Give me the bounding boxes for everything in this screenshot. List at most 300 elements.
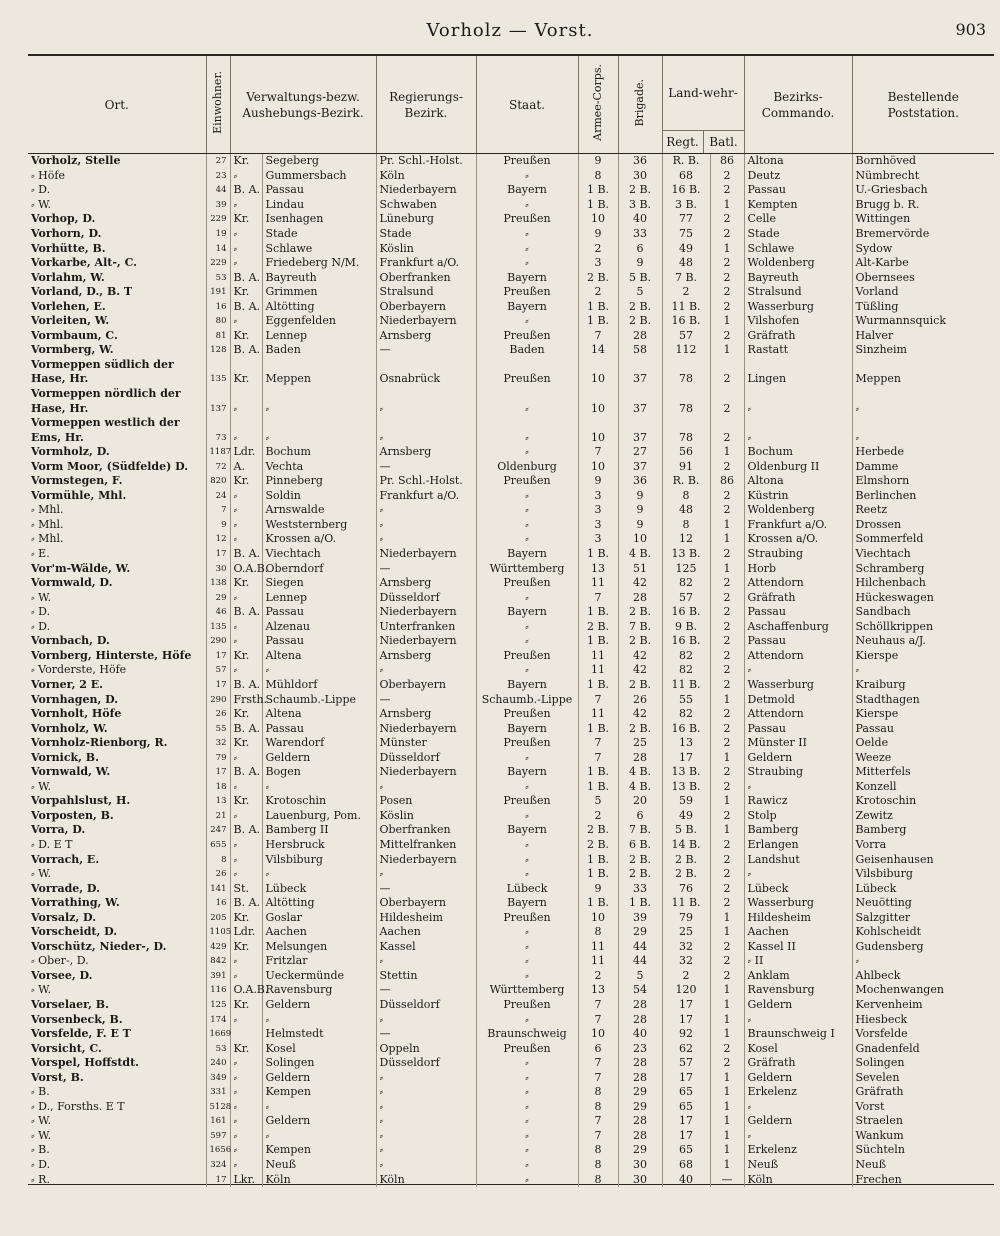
- army-corps-cell: 7: [578, 1070, 618, 1085]
- place-name-cell: Vormühle, Mhl.: [31, 488, 127, 502]
- table-row: [28, 416, 994, 431]
- table-row: [28, 372, 994, 387]
- place-name-cell: Vormbaum, C.: [31, 328, 118, 342]
- landwehr-regiment-cell: 68: [662, 169, 710, 184]
- district-type-cell: ⸗: [230, 1114, 262, 1129]
- landwehr-battalion-cell: 2: [710, 867, 744, 882]
- landwehr-regiment-cell: 82: [662, 707, 710, 722]
- table-row: [28, 780, 994, 795]
- header-post: Bestellende Poststation.: [852, 56, 994, 154]
- government-district-cell: [376, 416, 476, 431]
- place-name-cell: Vorposten, B.: [31, 808, 114, 822]
- landwehr-battalion-cell: 1: [710, 1070, 744, 1085]
- population-cell: 72: [206, 459, 230, 474]
- state-cell: Schaumb.-Lippe: [476, 692, 578, 707]
- government-district-cell: Arnsberg: [376, 649, 476, 664]
- state-cell: Bayern: [476, 823, 578, 838]
- admin-district-cell: Neuß: [262, 1158, 376, 1173]
- landwehr-battalion-cell: 2: [710, 299, 744, 314]
- district-type-cell: O.A.B.: [230, 983, 262, 998]
- state-cell: Preußen: [476, 649, 578, 664]
- population-cell: 125: [206, 998, 230, 1013]
- district-command-cell: Neuß: [744, 1158, 852, 1173]
- brigade-cell: 9: [618, 256, 662, 271]
- post-station-cell: Kohlscheidt: [852, 925, 994, 940]
- brigade-cell: 1 B.: [618, 896, 662, 911]
- brigade-cell: 5 B.: [618, 270, 662, 285]
- post-station-cell: Halver: [852, 329, 994, 344]
- district-type-cell: ⸗: [230, 1012, 262, 1027]
- brigade-cell: 30: [618, 1158, 662, 1173]
- district-type-cell: ⸗: [230, 620, 262, 635]
- admin-district-cell: Geldern: [262, 1070, 376, 1085]
- district-type-cell: [230, 416, 262, 431]
- government-district-cell: ⸗: [376, 401, 476, 416]
- table-row: [28, 401, 994, 416]
- brigade-cell: 5: [618, 285, 662, 300]
- table-row: [28, 940, 994, 955]
- army-corps-cell: 11: [578, 954, 618, 969]
- post-station-cell: Tüßling: [852, 299, 994, 314]
- district-type-cell: ⸗: [230, 256, 262, 271]
- government-district-cell: [376, 387, 476, 402]
- table-row: [28, 387, 994, 402]
- admin-district-cell: ⸗: [262, 1012, 376, 1027]
- government-district-cell: Schwaben: [376, 198, 476, 213]
- brigade-cell: 3 B.: [618, 198, 662, 213]
- brigade-cell: 2 B.: [618, 299, 662, 314]
- state-cell: Preußen: [476, 736, 578, 751]
- population-cell: 1656: [206, 1143, 230, 1158]
- post-station-cell: Kierspe: [852, 707, 994, 722]
- district-command-cell: Bayreuth: [744, 270, 852, 285]
- admin-district-cell: Geldern: [262, 998, 376, 1013]
- landwehr-regiment-cell: 78: [662, 372, 710, 387]
- state-cell: ⸗: [476, 489, 578, 504]
- table-row: [28, 445, 994, 460]
- district-type-cell: ⸗: [230, 198, 262, 213]
- landwehr-battalion-cell: 1: [710, 198, 744, 213]
- district-type-cell: St.: [230, 881, 262, 896]
- table-row: [28, 183, 994, 198]
- population-cell: 46: [206, 605, 230, 620]
- government-district-cell: Niederbayern: [376, 634, 476, 649]
- state-cell: ⸗: [476, 663, 578, 678]
- government-district-cell: Frankfurt a/O.: [376, 489, 476, 504]
- district-command-cell: Passau: [744, 634, 852, 649]
- population-cell: 597: [206, 1129, 230, 1144]
- table-row: [28, 459, 994, 474]
- government-district-cell: ⸗: [376, 1070, 476, 1085]
- landwehr-battalion-cell: 1: [710, 1158, 744, 1173]
- district-type-cell: O.A.B.: [230, 561, 262, 576]
- admin-district-cell: Passau: [262, 605, 376, 620]
- page-header: [0, 18, 1000, 50]
- admin-district-cell: Grimmen: [262, 285, 376, 300]
- brigade-cell: 28: [618, 1114, 662, 1129]
- place-name-cell: Vorhorn, D.: [31, 227, 102, 240]
- table-header: [28, 56, 994, 154]
- place-name-cell: Vornwald, W.: [31, 765, 111, 779]
- landwehr-regiment-cell: 9 B.: [662, 620, 710, 635]
- table-row: [28, 954, 994, 969]
- district-type-cell: A.: [230, 459, 262, 474]
- government-district-cell: Münster: [376, 736, 476, 751]
- admin-district-cell: Aachen: [262, 925, 376, 940]
- brigade-cell: 33: [618, 881, 662, 896]
- state-cell: Bayern: [476, 270, 578, 285]
- table-row: [28, 867, 994, 882]
- landwehr-regiment-cell: 32: [662, 954, 710, 969]
- landwehr-battalion-cell: 2: [710, 663, 744, 678]
- army-corps-cell: [578, 358, 618, 373]
- district-type-cell: B. A.: [230, 299, 262, 314]
- brigade-cell: 29: [618, 925, 662, 940]
- post-station-cell: Vorst: [852, 1100, 994, 1115]
- government-district-cell: Lüneburg: [376, 212, 476, 227]
- admin-district-cell: Altena: [262, 707, 376, 722]
- post-station-cell: [852, 416, 994, 431]
- post-station-cell: Ahlbeck: [852, 969, 994, 984]
- brigade-cell: 6: [618, 809, 662, 824]
- table-row: [28, 663, 994, 678]
- population-cell: 229: [206, 212, 230, 227]
- place-name-cell: Vorsee, D.: [31, 968, 93, 982]
- district-command-cell: Woldenberg: [744, 503, 852, 518]
- army-corps-cell: 7: [578, 750, 618, 765]
- army-corps-cell: 2: [578, 285, 618, 300]
- place-name-cell: ⸗ E.: [31, 547, 50, 561]
- government-district-cell: Pr. Schl.-Holst.: [376, 474, 476, 489]
- brigade-cell: 28: [618, 590, 662, 605]
- government-district-cell: ⸗: [376, 1158, 476, 1173]
- state-cell: Bayern: [476, 605, 578, 620]
- government-district-cell: Stettin: [376, 969, 476, 984]
- landwehr-regiment-cell: 78: [662, 430, 710, 445]
- landwehr-regiment-cell: 48: [662, 503, 710, 518]
- admin-district-cell: Soldin: [262, 489, 376, 504]
- page-number: 903: [955, 20, 986, 39]
- post-station-cell: Wurmannsquick: [852, 314, 994, 329]
- landwehr-regiment-cell: 48: [662, 256, 710, 271]
- district-command-cell: Stade: [744, 227, 852, 242]
- admin-district-cell: Altötting: [262, 299, 376, 314]
- government-district-cell: Oberbayern: [376, 678, 476, 693]
- district-type-cell: ⸗: [230, 634, 262, 649]
- state-cell: ⸗: [476, 838, 578, 853]
- post-station-cell: Reetz: [852, 503, 994, 518]
- header-batl: Batl.: [703, 131, 744, 153]
- brigade-cell: [618, 387, 662, 402]
- post-station-cell: Konzell: [852, 780, 994, 795]
- brigade-cell: 29: [618, 1085, 662, 1100]
- district-type-cell: ⸗: [230, 838, 262, 853]
- population-cell: 191: [206, 285, 230, 300]
- district-type-cell: B. A.: [230, 765, 262, 780]
- place-name-cell: Vormholz, D.: [31, 445, 110, 459]
- district-command-cell: Attendorn: [744, 707, 852, 722]
- header-ort: Ort.: [28, 56, 206, 154]
- population-cell: 53: [206, 270, 230, 285]
- army-corps-cell: 11: [578, 707, 618, 722]
- army-corps-cell: 8: [578, 925, 618, 940]
- population-cell: 57: [206, 663, 230, 678]
- district-command-cell: Oldenburg II: [744, 459, 852, 474]
- admin-district-cell: Bamberg II: [262, 823, 376, 838]
- district-type-cell: ⸗: [230, 1070, 262, 1085]
- district-command-cell: Rawicz: [744, 794, 852, 809]
- population-cell: 17: [206, 678, 230, 693]
- district-type-cell: ⸗: [230, 663, 262, 678]
- landwehr-battalion-cell: 2: [710, 678, 744, 693]
- landwehr-regiment-cell: 14 B.: [662, 838, 710, 853]
- landwehr-regiment-cell: 57: [662, 1056, 710, 1071]
- state-cell: Bayern: [476, 183, 578, 198]
- population-cell: 39: [206, 198, 230, 213]
- district-type-cell: ⸗: [230, 532, 262, 547]
- district-command-cell: Wasserburg: [744, 678, 852, 693]
- district-command-cell: Straubing: [744, 547, 852, 562]
- landwehr-regiment-cell: 11 B.: [662, 678, 710, 693]
- admin-district-cell: Gummersbach: [262, 169, 376, 184]
- state-cell: Württemberg: [476, 983, 578, 998]
- army-corps-cell: 10: [578, 1027, 618, 1042]
- post-station-cell: Nümbrecht: [852, 169, 994, 184]
- place-name-cell: Vormberg, W.: [31, 343, 114, 357]
- table-row: [28, 590, 994, 605]
- admin-district-cell: Vilsbiburg: [262, 852, 376, 867]
- district-command-cell: Krossen a/O.: [744, 532, 852, 547]
- brigade-cell: 9: [618, 489, 662, 504]
- admin-district-cell: Köln: [262, 1172, 376, 1187]
- state-cell: ⸗: [476, 241, 578, 256]
- post-station-cell: Bremervörde: [852, 227, 994, 242]
- army-corps-cell: 7: [578, 1114, 618, 1129]
- district-command-cell: Hildesheim: [744, 910, 852, 925]
- landwehr-regiment-cell: 17: [662, 1012, 710, 1027]
- brigade-cell: 5: [618, 969, 662, 984]
- army-corps-cell: 3: [578, 256, 618, 271]
- district-type-cell: ⸗: [230, 241, 262, 256]
- district-type-cell: ⸗: [230, 809, 262, 824]
- district-type-cell: Kr.: [230, 329, 262, 344]
- district-type-cell: B. A.: [230, 678, 262, 693]
- landwehr-regiment-cell: 16 B.: [662, 314, 710, 329]
- admin-district-cell: Pinneberg: [262, 474, 376, 489]
- table-row: [28, 532, 994, 547]
- state-cell: ⸗: [476, 852, 578, 867]
- place-name-cell: ⸗ Höfe: [31, 168, 65, 182]
- admin-district-cell: Bochum: [262, 445, 376, 460]
- post-station-cell: ⸗: [852, 954, 994, 969]
- state-cell: ⸗: [476, 750, 578, 765]
- district-command-cell: ⸗ II: [744, 954, 852, 969]
- table-row: [28, 270, 994, 285]
- place-name-cell: ⸗ B.: [31, 1143, 50, 1157]
- table-row: [28, 343, 994, 358]
- district-command-cell: Kassel II: [744, 940, 852, 955]
- state-cell: ⸗: [476, 1056, 578, 1071]
- army-corps-cell: 13: [578, 983, 618, 998]
- header-einwohner: Einwohner.: [206, 56, 230, 154]
- population-cell: 23: [206, 169, 230, 184]
- army-corps-cell: 1 B.: [578, 765, 618, 780]
- admin-district-cell: Viechtach: [262, 547, 376, 562]
- register-table: [28, 56, 994, 1187]
- post-station-cell: ⸗: [852, 663, 994, 678]
- table-row: [28, 1172, 994, 1187]
- admin-district-cell: Arnswalde: [262, 503, 376, 518]
- landwehr-regiment-cell: 5 B.: [662, 823, 710, 838]
- brigade-cell: 9: [618, 518, 662, 533]
- district-command-cell: Schlawe: [744, 241, 852, 256]
- state-cell: Bayern: [476, 299, 578, 314]
- brigade-cell: 42: [618, 649, 662, 664]
- army-corps-cell: 2 B.: [578, 270, 618, 285]
- brigade-cell: 7 B.: [618, 620, 662, 635]
- landwehr-regiment-cell: 17: [662, 998, 710, 1013]
- government-district-cell: Kassel: [376, 940, 476, 955]
- table-row: [28, 692, 994, 707]
- table-row: [28, 896, 994, 911]
- population-cell: 820: [206, 474, 230, 489]
- landwehr-regiment-cell: 12: [662, 532, 710, 547]
- district-type-cell: B. A.: [230, 270, 262, 285]
- post-station-cell: Gudensberg: [852, 940, 994, 955]
- government-district-cell: ⸗: [376, 532, 476, 547]
- army-corps-cell: 1 B.: [578, 780, 618, 795]
- brigade-cell: 30: [618, 169, 662, 184]
- place-name-cell: Vorrathing, W.: [31, 896, 120, 910]
- landwehr-regiment-cell: [662, 358, 710, 373]
- government-district-cell: —: [376, 459, 476, 474]
- landwehr-battalion-cell: 2: [710, 1041, 744, 1056]
- army-corps-cell: 1 B.: [578, 678, 618, 693]
- army-corps-cell: 11: [578, 649, 618, 664]
- table-row: [28, 881, 994, 896]
- government-district-cell: Aachen: [376, 925, 476, 940]
- district-type-cell: Ldr.: [230, 925, 262, 940]
- landwehr-battalion-cell: 1: [710, 445, 744, 460]
- admin-district-cell: [262, 416, 376, 431]
- landwehr-battalion-cell: 2: [710, 270, 744, 285]
- army-corps-cell: 6: [578, 1041, 618, 1056]
- landwehr-battalion-cell: 2: [710, 256, 744, 271]
- government-district-cell: Niederbayern: [376, 314, 476, 329]
- government-district-cell: Düsseldorf: [376, 998, 476, 1013]
- district-type-cell: [230, 387, 262, 402]
- table-row: [28, 1070, 994, 1085]
- place-name-cell: ⸗ Mhl.: [31, 517, 64, 531]
- admin-district-cell: ⸗: [262, 430, 376, 445]
- landwehr-regiment-cell: 65: [662, 1085, 710, 1100]
- landwehr-battalion-cell: 2: [710, 954, 744, 969]
- government-district-cell: Posen: [376, 794, 476, 809]
- landwehr-battalion-cell: 1: [710, 518, 744, 533]
- population-cell: 290: [206, 692, 230, 707]
- district-type-cell: Frsth.: [230, 692, 262, 707]
- table-row: [28, 605, 994, 620]
- landwehr-regiment-cell: 120: [662, 983, 710, 998]
- admin-district-cell: Bogen: [262, 765, 376, 780]
- admin-district-cell: [262, 387, 376, 402]
- government-district-cell: ⸗: [376, 1085, 476, 1100]
- district-command-cell: Stolp: [744, 809, 852, 824]
- state-cell: ⸗: [476, 809, 578, 824]
- post-station-cell: Sevelen: [852, 1070, 994, 1085]
- table-row: [28, 1085, 994, 1100]
- landwehr-battalion-cell: 2: [710, 852, 744, 867]
- post-station-cell: Vorra: [852, 838, 994, 853]
- admin-district-cell: Isenhagen: [262, 212, 376, 227]
- district-command-cell: Landshut: [744, 852, 852, 867]
- brigade-cell: [618, 416, 662, 431]
- landwehr-battalion-cell: 2: [710, 169, 744, 184]
- landwehr-battalion-cell: 2: [710, 838, 744, 853]
- population-cell: 290: [206, 634, 230, 649]
- district-type-cell: Ldr.: [230, 445, 262, 460]
- population-cell: 205: [206, 910, 230, 925]
- state-cell: Braunschweig: [476, 1027, 578, 1042]
- post-station-cell: Hiesbeck: [852, 1012, 994, 1027]
- place-name-cell: Vornholt, Höfe: [31, 707, 122, 721]
- district-type-cell: ⸗: [230, 518, 262, 533]
- district-command-cell: [744, 387, 852, 402]
- landwehr-regiment-cell: 56: [662, 445, 710, 460]
- state-cell: Preußen: [476, 576, 578, 591]
- army-corps-cell: 10: [578, 401, 618, 416]
- population-cell: 9: [206, 518, 230, 533]
- population-cell: 161: [206, 1114, 230, 1129]
- landwehr-regiment-cell: 2 B.: [662, 867, 710, 882]
- population-cell: 29: [206, 590, 230, 605]
- landwehr-regiment-cell: [662, 387, 710, 402]
- admin-district-cell: Lennep: [262, 329, 376, 344]
- admin-district-cell: Altötting: [262, 896, 376, 911]
- landwehr-battalion-cell: 1: [710, 794, 744, 809]
- district-type-cell: Kr.: [230, 285, 262, 300]
- district-command-cell: ⸗: [744, 1100, 852, 1115]
- district-type-cell: ⸗: [230, 489, 262, 504]
- landwehr-battalion-cell: 2: [710, 620, 744, 635]
- header-regierung: Regierungs-Bezirk.: [376, 56, 476, 154]
- army-corps-cell: 2: [578, 969, 618, 984]
- state-cell: Preußen: [476, 998, 578, 1013]
- army-corps-cell: 8: [578, 1100, 618, 1115]
- place-name-cell: Vormwald, D.: [31, 576, 113, 590]
- landwehr-battalion-cell: 1: [710, 925, 744, 940]
- place-name-cell: Vorschütz, Nieder-, D.: [31, 939, 167, 953]
- government-district-cell: Pr. Schl.-Holst.: [376, 154, 476, 169]
- landwehr-battalion-cell: 2: [710, 809, 744, 824]
- admin-district-cell: Passau: [262, 634, 376, 649]
- district-command-cell: Gräfrath: [744, 590, 852, 605]
- table-row: [28, 169, 994, 184]
- admin-district-cell: Lauenburg, Pom.: [262, 809, 376, 824]
- population-cell: 1105: [206, 925, 230, 940]
- post-station-cell: Meppen: [852, 372, 994, 387]
- state-cell: Preußen: [476, 474, 578, 489]
- place-name-cell: ⸗ D.: [31, 183, 51, 197]
- state-cell: ⸗: [476, 634, 578, 649]
- population-cell: 17: [206, 765, 230, 780]
- admin-district-cell: Helmstedt: [262, 1027, 376, 1042]
- landwehr-battalion-cell: 1: [710, 343, 744, 358]
- brigade-cell: 42: [618, 576, 662, 591]
- brigade-cell: 6 B.: [618, 838, 662, 853]
- landwehr-regiment-cell: 112: [662, 343, 710, 358]
- post-station-cell: Zewitz: [852, 809, 994, 824]
